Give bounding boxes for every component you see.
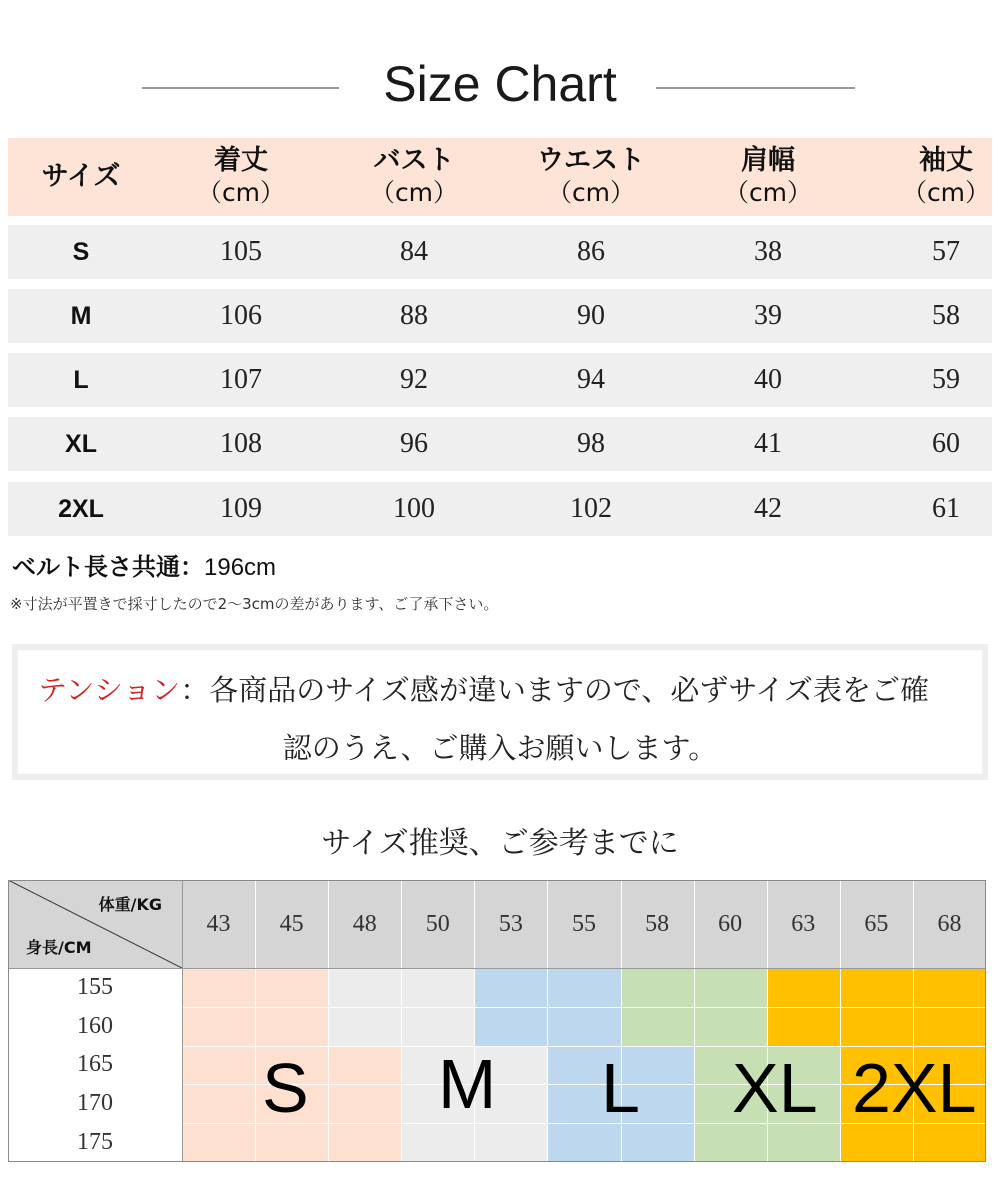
height-header-cell: 165 bbox=[8, 1046, 182, 1085]
grid-line bbox=[840, 880, 841, 1162]
measurement-cell: 57 bbox=[932, 236, 960, 267]
size-row bbox=[8, 417, 992, 471]
size-table-header bbox=[8, 138, 992, 216]
measurement-note: ※寸法が平置きで採寸したので2〜3cmの差があります、ご了承下さい。 bbox=[10, 595, 499, 613]
grid-cell bbox=[547, 968, 620, 1007]
height-header-cell: 155 bbox=[8, 968, 182, 1007]
header-col-name: 袖丈 bbox=[919, 145, 973, 176]
grid-cell bbox=[328, 1007, 401, 1046]
grid-cell bbox=[840, 1123, 913, 1162]
header-size-label bbox=[8, 138, 154, 216]
measurement-cell: 106 bbox=[220, 300, 262, 331]
header-col-length bbox=[154, 138, 328, 216]
grid-cell bbox=[328, 1046, 401, 1085]
grid-line bbox=[255, 880, 256, 1162]
notice-line-1 bbox=[38, 668, 929, 709]
height-header-cell: 170 bbox=[8, 1084, 182, 1123]
grid-line bbox=[182, 1046, 986, 1047]
notice-line-2: 認のうえ、ご購入お願いします。 bbox=[282, 731, 718, 765]
measurement-cell: 105 bbox=[220, 236, 262, 267]
measurement-cell: 61 bbox=[932, 493, 960, 524]
header-col-name: 肩幅 bbox=[741, 145, 795, 176]
size-row bbox=[8, 482, 992, 536]
grid-cell bbox=[621, 1123, 694, 1162]
grid-cell bbox=[182, 1007, 255, 1046]
weight-header-cell: 53 bbox=[474, 880, 547, 968]
measurement-cell: 59 bbox=[932, 364, 960, 395]
measurement-cell: 42 bbox=[754, 493, 782, 524]
notice-keyword: テンション bbox=[38, 673, 181, 707]
measurement-cell: 98 bbox=[577, 428, 605, 459]
grid-cell bbox=[840, 968, 913, 1007]
measurement-cell: 96 bbox=[400, 428, 428, 459]
grid-cell bbox=[401, 968, 474, 1007]
grid-line bbox=[694, 880, 695, 1162]
grid-cell bbox=[182, 1123, 255, 1162]
size-cell: L bbox=[73, 365, 89, 394]
grid-line bbox=[182, 1007, 986, 1008]
header-col-shoulder bbox=[682, 138, 854, 216]
measurement-cell: 90 bbox=[577, 300, 605, 331]
grid-line bbox=[401, 880, 402, 1162]
header-col-name: 着丈 bbox=[214, 145, 268, 176]
header-col-sleeve bbox=[854, 138, 1000, 216]
page-title: Size Chart bbox=[383, 56, 617, 112]
header-col-name: バスト bbox=[373, 145, 455, 176]
size-zone-label: M bbox=[438, 1045, 497, 1123]
grid-cell bbox=[547, 1007, 620, 1046]
grid-line bbox=[328, 880, 329, 1162]
grid-cell bbox=[328, 968, 401, 1007]
measurement-cell: 108 bbox=[220, 428, 262, 459]
notice-text-1: ：各商品のサイズ感が違いますので、必ずサイズ表をご確 bbox=[180, 673, 930, 707]
measurement-cell: 86 bbox=[577, 236, 605, 267]
title-block bbox=[0, 52, 1000, 116]
header-col-unit: （cm） bbox=[196, 178, 286, 207]
title-divider-right bbox=[656, 87, 855, 89]
belt-length bbox=[12, 547, 276, 582]
weight-header-cell: 68 bbox=[913, 880, 986, 968]
weight-axis-label: 体重/KG bbox=[98, 895, 162, 914]
grid-cell bbox=[913, 1123, 986, 1162]
measurement-cell: 88 bbox=[400, 300, 428, 331]
grid-cell bbox=[401, 1123, 474, 1162]
grid-cell bbox=[328, 1084, 401, 1123]
grid-cell bbox=[182, 1046, 255, 1085]
weight-header-cell: 63 bbox=[767, 880, 840, 968]
size-recommendation-grid bbox=[8, 880, 986, 1162]
measurement-cell: 100 bbox=[393, 493, 435, 524]
header-col-unit: （cm） bbox=[369, 178, 459, 207]
header-col-unit: （cm） bbox=[546, 178, 636, 207]
size-row bbox=[8, 289, 992, 343]
weight-header-cell: 58 bbox=[621, 880, 694, 968]
height-header-cell: 160 bbox=[8, 1007, 182, 1046]
measurement-cell: 94 bbox=[577, 364, 605, 395]
weight-header-cell: 60 bbox=[694, 880, 767, 968]
header-col-unit: （cm） bbox=[901, 178, 991, 207]
size-cell: S bbox=[72, 237, 90, 266]
grid-line bbox=[8, 968, 986, 969]
size-zone-label: S bbox=[262, 1049, 309, 1127]
height-axis-label: 身長/CM bbox=[26, 938, 92, 957]
height-header-cell: 175 bbox=[8, 1123, 182, 1162]
grid-cell bbox=[767, 968, 840, 1007]
weight-header-cell: 55 bbox=[547, 880, 620, 968]
measurement-cell: 107 bbox=[220, 364, 262, 395]
grid-cell bbox=[767, 1123, 840, 1162]
measurement-cell: 40 bbox=[754, 364, 782, 395]
measurement-cell: 84 bbox=[400, 236, 428, 267]
grid-cell bbox=[474, 968, 547, 1007]
weight-header-cell: 65 bbox=[840, 880, 913, 968]
header-col-name: ウエスト bbox=[537, 145, 645, 176]
grid-line bbox=[547, 880, 548, 1162]
grid-cell bbox=[621, 968, 694, 1007]
grid-cell bbox=[474, 1123, 547, 1162]
grid-cell bbox=[621, 1007, 694, 1046]
grid-cell bbox=[913, 1007, 986, 1046]
weight-header-cell: 50 bbox=[401, 880, 474, 968]
size-cell: M bbox=[70, 301, 92, 330]
grid-cell bbox=[547, 1123, 620, 1162]
size-zone-label: 2XL bbox=[852, 1049, 977, 1127]
grid-cell bbox=[474, 1007, 547, 1046]
belt-label: ベルト長さ共通： bbox=[12, 553, 204, 581]
size-cell: XL bbox=[65, 429, 97, 458]
grid-cell bbox=[401, 1007, 474, 1046]
notice-box bbox=[12, 644, 988, 780]
belt-value: 196cm bbox=[204, 554, 277, 581]
header-col-unit: （cm） bbox=[723, 178, 813, 207]
measurement-cell: 92 bbox=[400, 364, 428, 395]
grid-line bbox=[182, 880, 183, 1162]
header-col-bust bbox=[328, 138, 500, 216]
grid-cell bbox=[328, 1123, 401, 1162]
grid-cell bbox=[694, 968, 767, 1007]
size-zone-label: L bbox=[601, 1049, 640, 1127]
grid-cell bbox=[913, 968, 986, 1007]
grid-cell bbox=[182, 968, 255, 1007]
header-col-waist bbox=[500, 138, 682, 216]
measurement-cell: 38 bbox=[754, 236, 782, 267]
grid-cell bbox=[694, 1007, 767, 1046]
size-row bbox=[8, 225, 992, 279]
header-size-text: サイズ bbox=[41, 161, 121, 192]
grid-cell bbox=[182, 1084, 255, 1123]
size-cell: 2XL bbox=[58, 494, 104, 523]
measurement-cell: 60 bbox=[932, 428, 960, 459]
measurement-cell: 58 bbox=[932, 300, 960, 331]
measurement-cell: 102 bbox=[570, 493, 612, 524]
grid-cell bbox=[255, 968, 328, 1007]
measurement-cell: 39 bbox=[754, 300, 782, 331]
grid-cell bbox=[840, 1007, 913, 1046]
weight-header-cell: 43 bbox=[182, 880, 255, 968]
measurement-cell: 109 bbox=[220, 493, 262, 524]
weight-header-cell: 48 bbox=[328, 880, 401, 968]
grid-cell bbox=[767, 1007, 840, 1046]
measurement-cell: 41 bbox=[754, 428, 782, 459]
grid-corner-header bbox=[8, 880, 182, 968]
size-zone-label: XL bbox=[732, 1049, 818, 1127]
recommendation-title: サイズ推奨、ご参考までに bbox=[321, 826, 679, 861]
size-row bbox=[8, 353, 992, 407]
weight-header-cell: 45 bbox=[255, 880, 328, 968]
grid-cell bbox=[255, 1123, 328, 1162]
grid-cell bbox=[694, 1123, 767, 1162]
grid-cell bbox=[255, 1007, 328, 1046]
